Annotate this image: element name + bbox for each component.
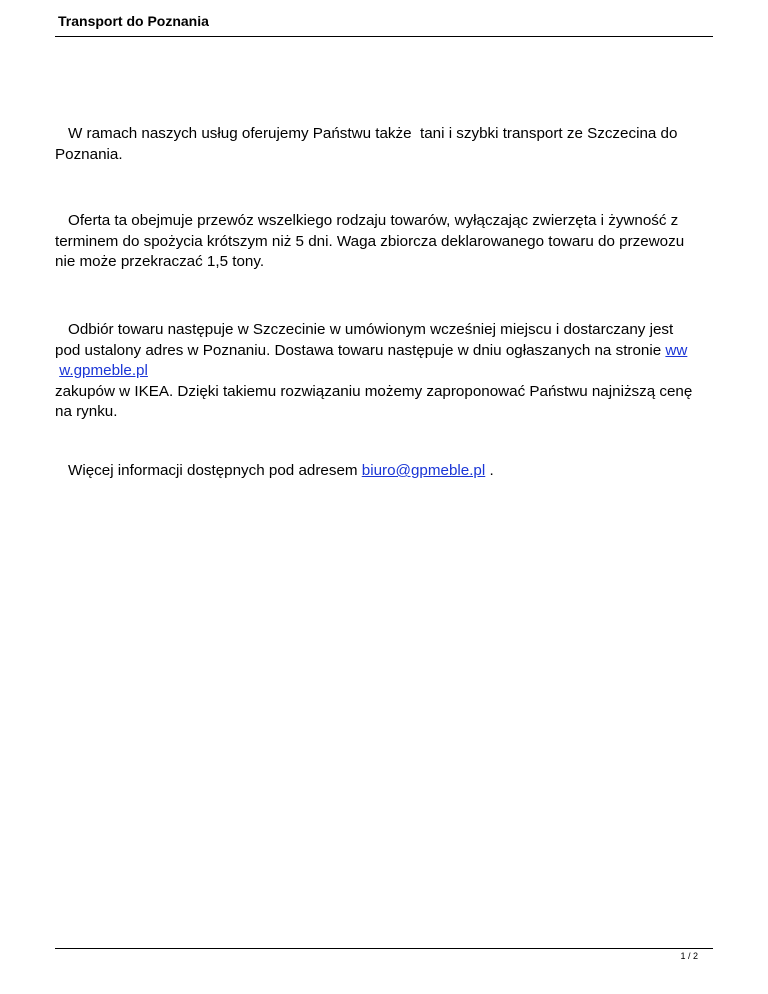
paragraph-text: Odbiór towaru następuje w Szczecinie w umówionym wcześniej miejscu i dostarczany jest: [68, 321, 674, 338]
page-title: Transport do Poznania: [58, 13, 209, 29]
page-footer: [55, 948, 713, 961]
paragraph-line: [55, 341, 713, 362]
paragraph-text: Oferta ta obejmuje przewóz wszelkiego rodzaju towarów, wyłączając zwierzęta i żywność z: [68, 212, 679, 229]
paragraph-text: Więcej informacji dostępnych pod adresem: [68, 462, 362, 479]
paragraph-intro: [55, 124, 713, 165]
paragraph-line: [55, 320, 713, 341]
paragraph-contact: [55, 461, 713, 482]
paragraph-text: W ramach naszych usług oferujemy Państwu także tani i szybki transport ze Szczecina do: [68, 125, 678, 142]
paragraph-line: na rynku.: [55, 403, 118, 420]
email-link[interactable]: biuro@gpmeble.pl: [361, 462, 486, 479]
paragraph-line: [55, 461, 713, 482]
paragraph-offer: [55, 211, 713, 273]
paragraph-text: pod ustalony adres w Poznaniu. Dostawa towaru następuje w dniu ogłaszanych na stronie: [55, 341, 666, 359]
paragraph-line: [55, 124, 713, 145]
paragraph-line: terminem do spożycia krótszym niż 5 dni. Waga zbiorcza deklarowanego towaru do przewozu: [55, 232, 685, 250]
paragraph-line: [55, 361, 713, 382]
page-header: [55, 10, 713, 37]
paragraph-delivery: [55, 320, 713, 423]
paragraph-line: zakupów w IKEA. Dzięki takiemu rozwiązaniu możemy zaproponować Państwu najniższą cenę: [55, 382, 693, 400]
website-link-part2[interactable]: w.gpmeble.pl: [59, 362, 148, 379]
page-number: 1 / 2: [680, 951, 698, 961]
paragraph-text: .: [485, 462, 494, 479]
website-link-part1[interactable]: ww: [665, 341, 688, 359]
paragraph-line: nie może przekraczać 1,5 tony.: [55, 253, 265, 270]
paragraph-line: [55, 211, 713, 232]
paragraph-line: Poznania.: [55, 145, 123, 163]
